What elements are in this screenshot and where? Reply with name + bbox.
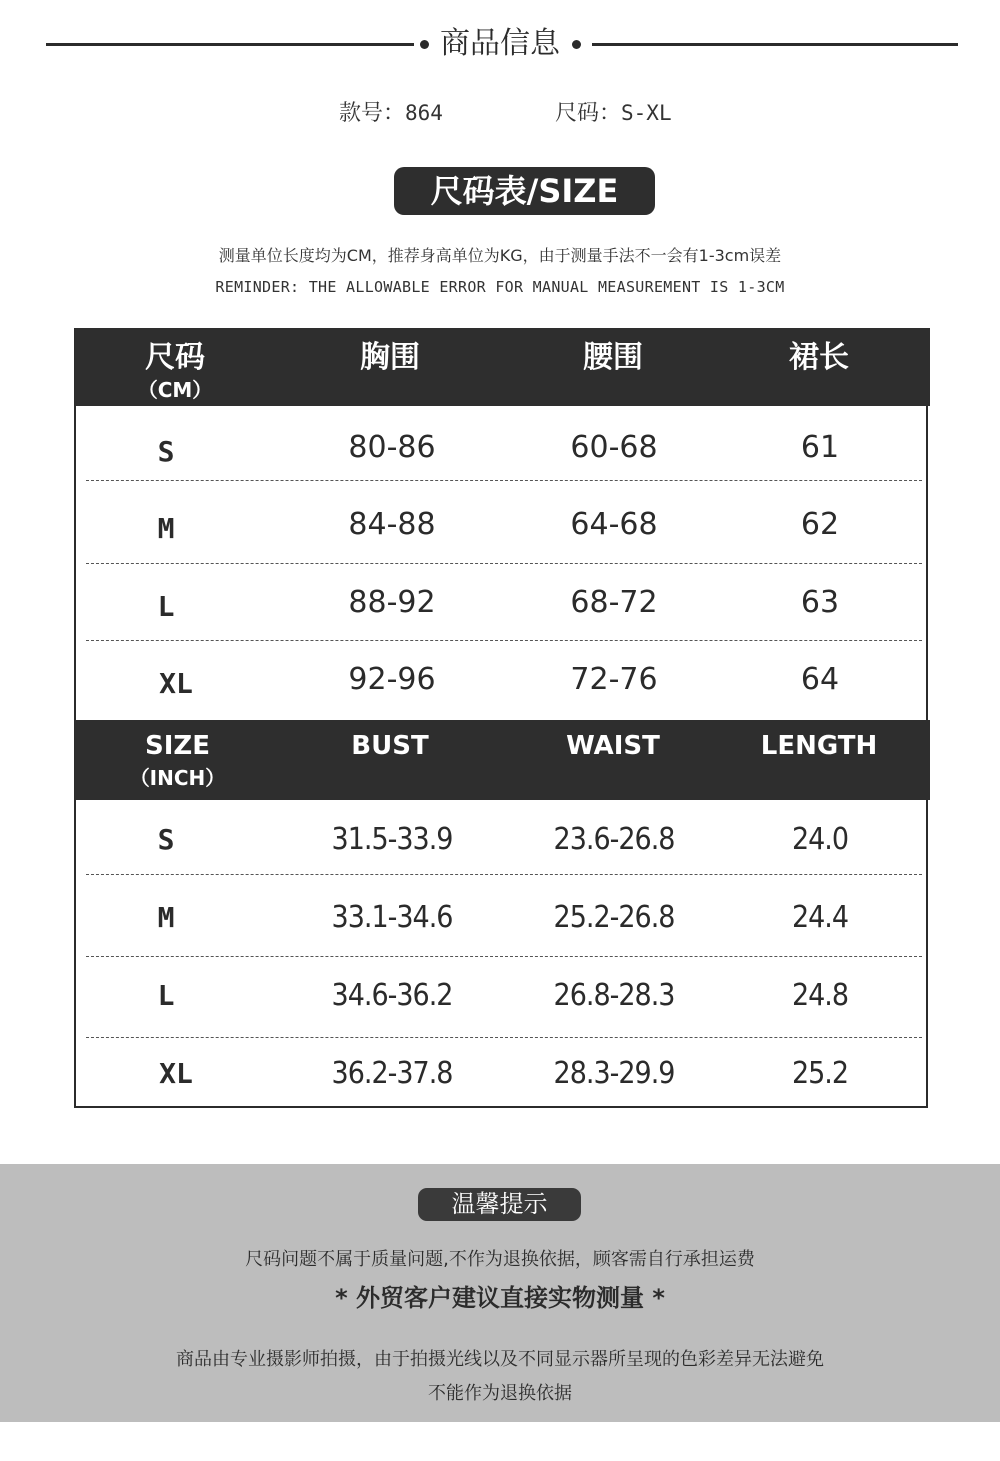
header-waist-en: WAIST (566, 731, 660, 761)
bust-cell: 92-96 (348, 662, 436, 697)
size-cell: S (157, 823, 175, 856)
waist-cell: 64-68 (570, 507, 658, 542)
bust-cell: 88-92 (348, 585, 436, 620)
tips-line-measure: * 外贸客户建议直接实物测量 * (335, 1284, 665, 1312)
row-divider (86, 956, 922, 957)
style-number-value: 864 (405, 101, 443, 125)
row-divider (86, 563, 922, 564)
table-row (76, 958, 928, 1034)
header-size-en: SIZE (144, 731, 210, 761)
row-divider (86, 640, 922, 641)
style-number-label: 款号： (339, 101, 406, 126)
length-cell: 24.8 (791, 978, 849, 1013)
header-length-en: LENGTH (760, 731, 878, 761)
header-rule-left (46, 43, 414, 46)
waist-cell: 23.6-26.8 (553, 822, 675, 857)
waist-cell: 28.3-29.9 (553, 1056, 675, 1091)
table-row (76, 410, 928, 486)
size-cell: M (157, 901, 175, 934)
row-divider (86, 480, 922, 481)
tips-line-color: 商品由专业摄影师拍摄，由于拍摄光线以及不同显示器所呈现的色彩差异无法避免 (176, 1349, 824, 1370)
length-cell: 63 (800, 585, 840, 620)
size-cell: XL (159, 1057, 193, 1090)
bust-cell: 31.5-33.9 (331, 822, 453, 857)
row-divider (86, 874, 922, 875)
size-range (555, 97, 672, 130)
waist-cell: 25.2-26.8 (553, 900, 675, 935)
size-cell: M (157, 512, 175, 545)
waist-cell: 72-76 (570, 662, 658, 697)
tips-line-size-policy: 尺码问题不属于质量问题,不作为退换依据，顾客需自行承担运费 (245, 1249, 755, 1270)
size-cell: S (157, 435, 175, 468)
table-row (76, 565, 928, 641)
header-dot-right (572, 40, 581, 49)
measurement-notice-en: REMINDER: THE ALLOWABLE ERROR FOR MANUAL MEASUREMENT IS 1-3CM (215, 278, 785, 296)
length-cell: 64 (800, 662, 840, 697)
size-chart-badge: 尺码表/SIZE (394, 167, 655, 215)
header-bust-en: BUST (351, 731, 429, 761)
tips-line-return: 不能作为退换依据 (428, 1383, 572, 1404)
style-number (339, 97, 443, 130)
size-range-value: S-XL (621, 101, 672, 125)
length-cell: 62 (800, 507, 840, 542)
table-row (76, 642, 928, 718)
size-cell: XL (159, 667, 193, 700)
cm-table-header (75, 328, 930, 406)
header-bust-cn: 胸围 (360, 340, 420, 375)
header-waist-cn: 腰围 (583, 340, 643, 375)
bust-cell: 34.6-36.2 (331, 978, 453, 1013)
length-cell: 25.2 (791, 1056, 849, 1091)
header-size-cn: 尺码 (145, 340, 205, 375)
header-rule-right (592, 43, 958, 46)
size-range-label: 尺码： (555, 101, 622, 126)
table-row (76, 487, 928, 563)
inch-table-header (75, 720, 930, 800)
table-row (76, 880, 928, 956)
bust-cell: 84-88 (348, 507, 436, 542)
size-cell: L (157, 979, 175, 1012)
header-unit-inch: （INCH） (129, 766, 226, 790)
header-length-cn: 裙长 (789, 340, 849, 375)
length-cell: 61 (800, 430, 840, 465)
bust-cell: 80-86 (348, 430, 436, 465)
waist-cell: 26.8-28.3 (553, 978, 675, 1013)
waist-cell: 68-72 (570, 585, 658, 620)
tips-title-badge: 温馨提示 (418, 1188, 581, 1221)
waist-cell: 60-68 (570, 430, 658, 465)
table-row (76, 802, 928, 878)
length-cell: 24.4 (791, 900, 849, 935)
header-unit-cm: （CM） (137, 378, 213, 402)
table-row (76, 1036, 928, 1112)
size-cell: L (157, 590, 175, 623)
bust-cell: 36.2-37.8 (331, 1056, 453, 1091)
header-dot-left (420, 40, 429, 49)
length-cell: 24.0 (791, 822, 849, 857)
bust-cell: 33.1-34.6 (331, 900, 453, 935)
page-title: 商品信息 (440, 26, 560, 61)
measurement-notice-cn: 测量单位长度均为CM，推荐身高单位为KG，由于测量手法不一会有1-3cm误差 (218, 246, 782, 265)
